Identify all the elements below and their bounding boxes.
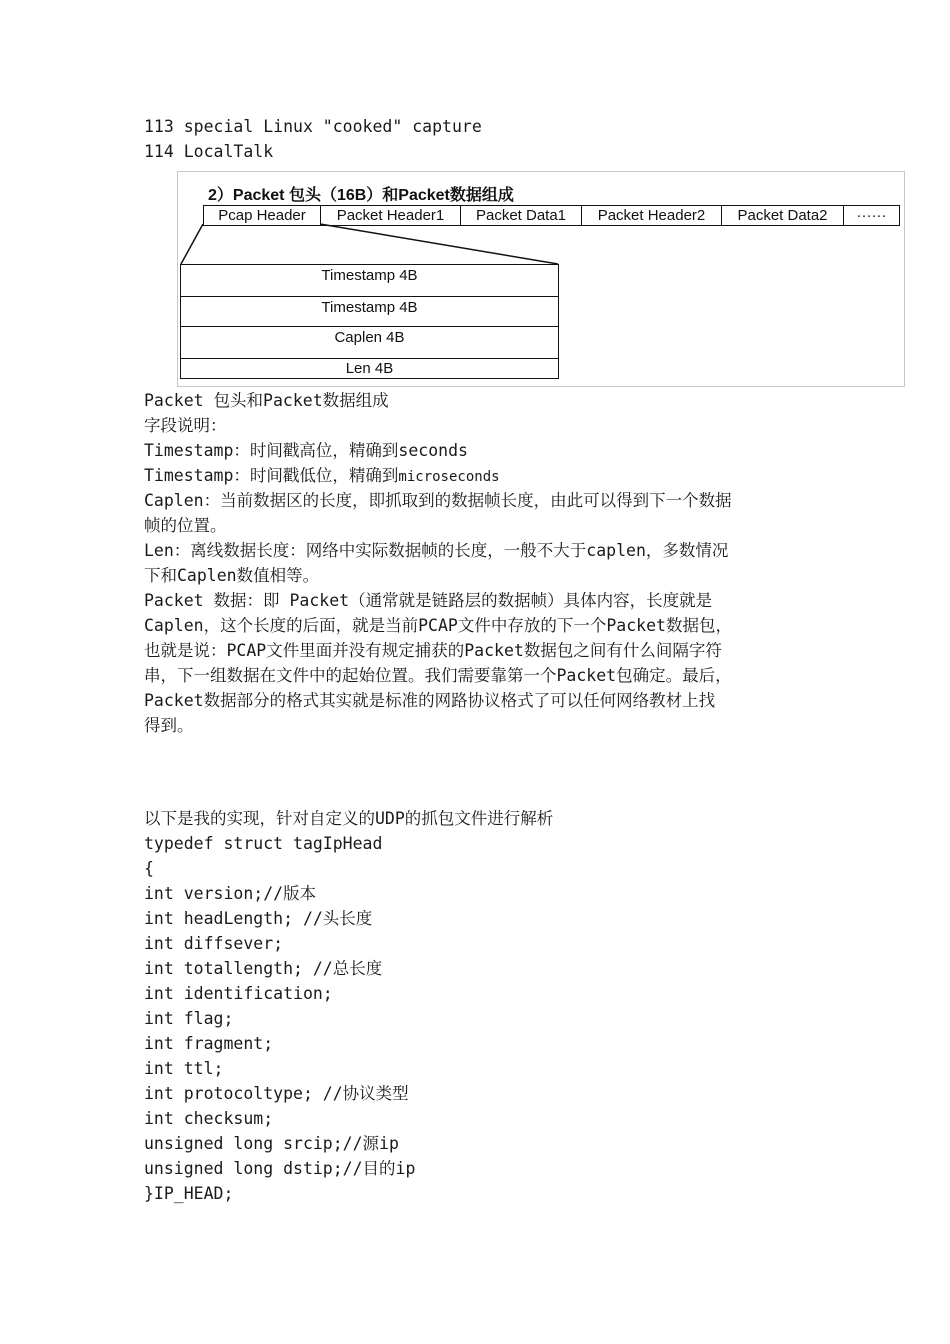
text-line: 下和Caplen数值相等。 — [144, 566, 320, 585]
field-row: Timestamp 4B — [181, 297, 558, 327]
text-line: Caplen，这个长度的后面，就是当前PCAP文件中存放的下一个Packet数据包， — [144, 616, 732, 635]
packet-structure-figure — [177, 171, 905, 387]
code-line: int version;//版本 — [144, 884, 317, 903]
code-line: }IP_HEAD; — [144, 1184, 234, 1203]
text-line: 串，下一组数据在文件中的起始位置。我们需要靠第一个Packet包确定。最后， — [144, 666, 732, 685]
strip-cell-packet-header2: Packet Header2 — [582, 206, 722, 225]
text-line: 也就是说：PCAP文件里面并没有规定捕获的Packet数据包之间有什么间隔字符 — [144, 641, 722, 660]
text-line: 113 special Linux "cooked" capture — [144, 117, 482, 136]
text-line: Len：离线数据长度：网络中实际数据帧的长度，一般不大于caplen，多数情况 — [144, 541, 729, 560]
text-line — [144, 463, 500, 490]
text-line: Packet 数据：即 Packet（通常就是链路层的数据帧）具体内容，长度就是 — [144, 591, 713, 610]
text-line: 帧的位置。 — [144, 516, 227, 535]
figure-title: 2）Packet 包头（16B）和Packet数据组成 — [208, 187, 514, 204]
text-line: Timestamp：时间戳高位，精确到seconds — [144, 441, 468, 460]
field-row: Timestamp 4B — [181, 265, 558, 297]
text-line: 以下是我的实现，针对自定义的UDP的抓包文件进行解析 — [144, 809, 554, 828]
code-line: unsigned long srcip;//源ip — [144, 1134, 399, 1153]
code-line: int headLength; //头长度 — [144, 909, 373, 928]
text-span: microseconds — [398, 469, 500, 485]
code-line: { — [144, 859, 154, 878]
strip-cell-packet-data2: Packet Data2 — [722, 206, 844, 225]
text-line: Packet数据部分的格式其实就是标准的网路协议格式了可以任何网络教材上找 — [144, 691, 716, 710]
code-line: int fragment; — [144, 1034, 274, 1053]
packet-strip — [203, 205, 900, 226]
code-line: int diffsever; — [144, 934, 284, 953]
code-line: int flag; — [144, 1009, 234, 1028]
text-line: 字段说明： — [144, 416, 227, 435]
figure-caption: Packet 包头和Packet数据组成 — [144, 391, 389, 410]
field-row: Caplen 4B — [181, 327, 558, 359]
strip-cell-packet-data1: Packet Data1 — [461, 206, 582, 225]
text-span: Timestamp：时间戳低位，精确到 — [144, 466, 399, 485]
field-row: Len 4B — [345, 360, 394, 377]
code-line: int identification; — [144, 984, 333, 1003]
strip-cell-ellipsis: ······ — [856, 207, 887, 224]
code-line: int checksum; — [144, 1109, 274, 1128]
code-line: typedef struct tagIpHead — [144, 834, 383, 853]
code-line: int ttl; — [144, 1059, 224, 1078]
strip-cell-packet-header1: Packet Header1 — [321, 206, 461, 225]
text-line: 得到。 — [144, 716, 194, 735]
header-fields-box — [180, 264, 559, 379]
text-line: 114 LocalTalk — [144, 142, 274, 161]
text-line: Caplen：当前数据区的长度，即抓取到的数据帧长度，由此可以得到下一个数据 — [144, 491, 732, 510]
strip-cell-pcap-header: Pcap Header — [204, 206, 321, 225]
code-line: int totallength; //总长度 — [144, 959, 383, 978]
code-line: unsigned long dstip;//目的ip — [144, 1159, 416, 1178]
code-line: int protocoltype; //协议类型 — [144, 1084, 409, 1103]
